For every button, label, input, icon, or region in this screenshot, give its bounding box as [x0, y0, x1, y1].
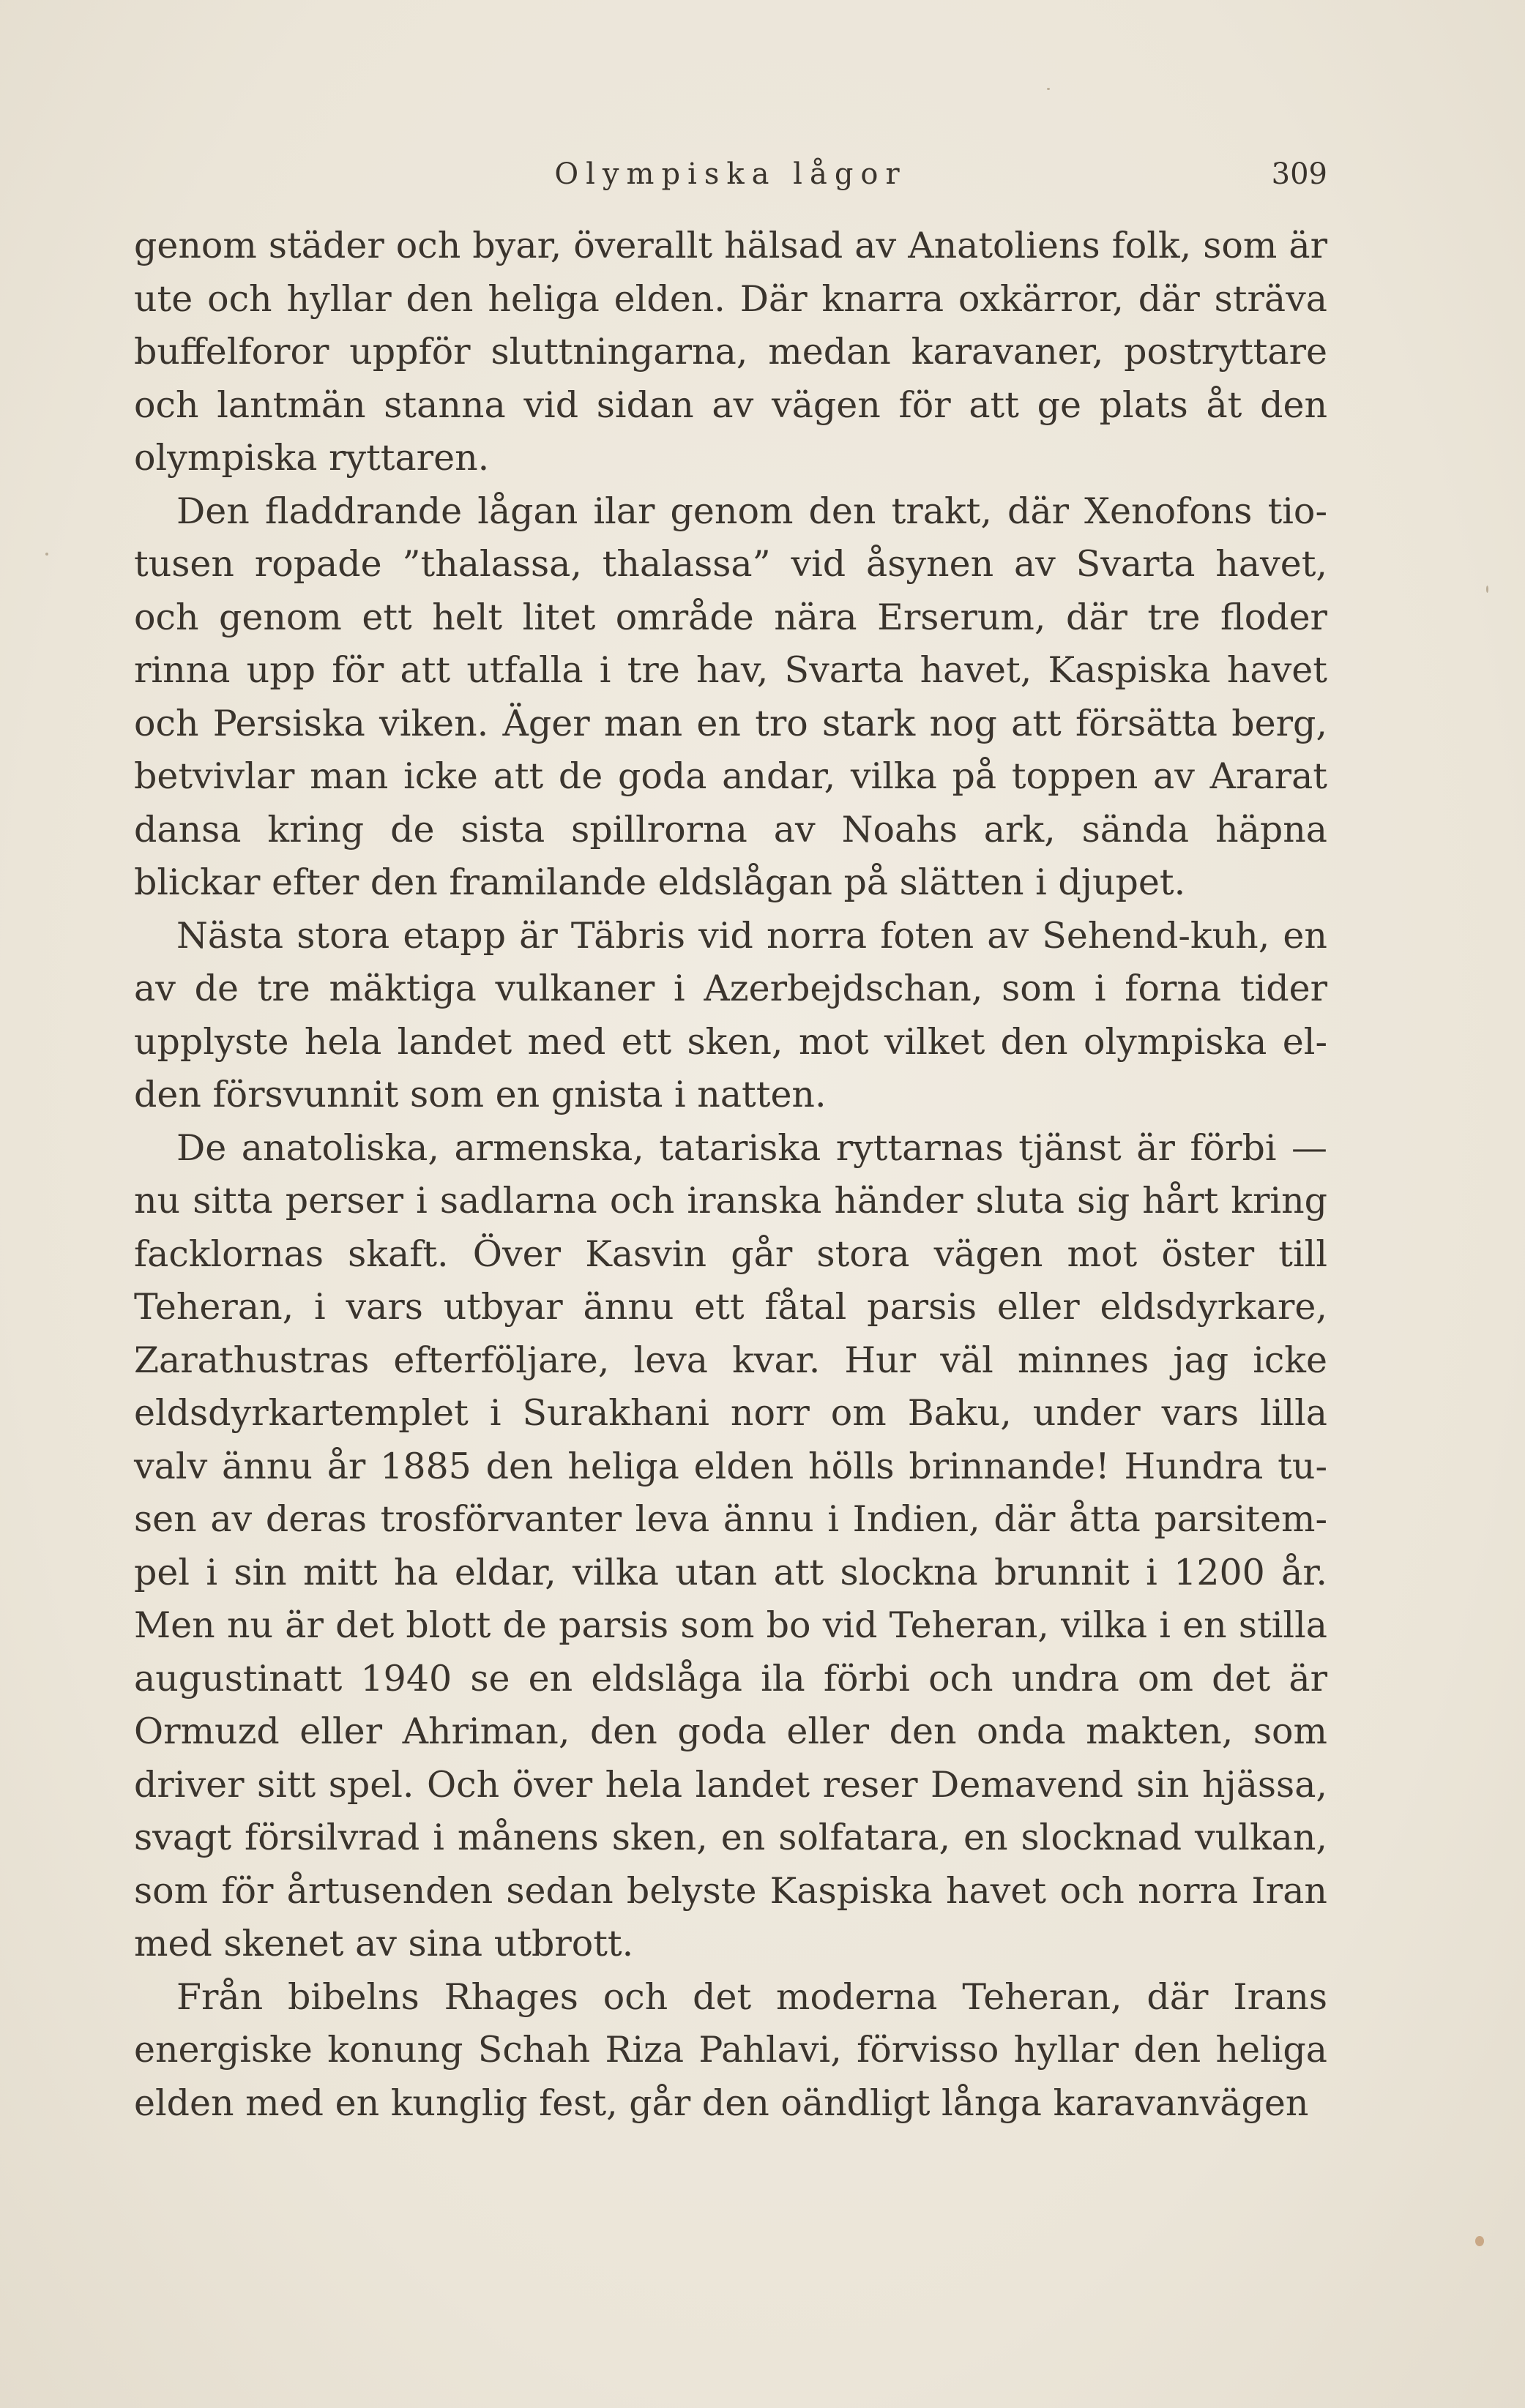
- paragraph-5: Från bibelns Rhages och det moderna Teheran, där Irans energiske konung Schah Riza Pahlavi, förvisso hyllar den heliga elden med en kunglig fest, går den oändligt långa karavanvägen: [134, 1975, 1327, 2124]
- paper-speck: [45, 553, 48, 556]
- paragraph-1: genom städer och byar, överallt hälsad av Anatoliens folk, som är ute och hyllar den heliga elden. Där knarra oxkärror, där sträva buffelforor uppför sluttningarna, medan karavaner, postryttare och lantmän stanna vid sidan av vägen för att ge plats åt den olympiska ryttaren.: [134, 225, 1327, 479]
- running-title: Olympiska lågor: [554, 157, 907, 191]
- page-number: 309: [1271, 157, 1327, 191]
- paper-speck: [1486, 586, 1488, 593]
- body-text: [134, 220, 1327, 2130]
- running-head: [134, 152, 1327, 196]
- paragraph-3: Nästa stora etapp är Täbris vid norra foten av Sehend-kuh, en av de tre mäktiga vulkaner i Azerbejdschan, som i forna tider upplyste hela landet med ett sken, mot vilket den olympiska elden försvunnit som en gnista i natten.: [134, 914, 1327, 1115]
- paragraph-2: Den fladdrande lågan ilar genom den trakt, där Xenofons tiotusen ropade ”thalassa, thalassa” vid åsynen av Svarta havet, och genom ett helt litet område nära Erserum, där tre floder rinna upp för att utfalla i tre hav, Svarta havet, Kaspiska havet och Persiska viken. Äger man en tro stark nog att försätta berg, betvivlar man icke att de goda andar, vilka på toppen av Ararat dansa kring de sista spillrorna av Noahs ark, sända häpna blickar efter den framilande eldslågan på slätten i djupet.: [134, 490, 1327, 903]
- paper-speck: [1047, 88, 1050, 90]
- paper-speck: [1475, 2236, 1484, 2246]
- paragraph-4: De anatoliska, armenska, tatariska ryttarnas tjänst är förbi — nu sitta perser i sadlarna och iranska händer sluta sig hårt kring facklornas skaft. Över Kasvin går stora vägen mot öster till Teheran, i vars utbyar ännu ett fåtal parsis eller eldsdyrkare, Zarathustras efterföljare, leva kvar. Hur väl minnes jag icke eldsdyrkartemplet i Surakhani norr om Baku, under vars lilla valv ännu år 1885 den heliga elden hölls brinnande! Hundra tusen av deras trosförvanter leva ännu i Indien, där åtta parsitempel i sin mitt ha eldar, vilka utan att slockna brunnit i 1200 år. Men nu är det blott de parsis som bo vid Teheran, vilka i en stilla augustinatt 1940 se en eldslåga ila förbi och undra om det är Ormuzd eller Ahriman, den goda eller den onda makten, som driver sitt spel. Och över hela landet reser Demavend sin hjässa, svagt försilvrad i månens sken, en solfatara, en slocknad vulkan, som för årtusenden sedan belyste Kaspiska havet och norra Iran med skenet av sina utbrott.: [134, 1126, 1327, 1964]
